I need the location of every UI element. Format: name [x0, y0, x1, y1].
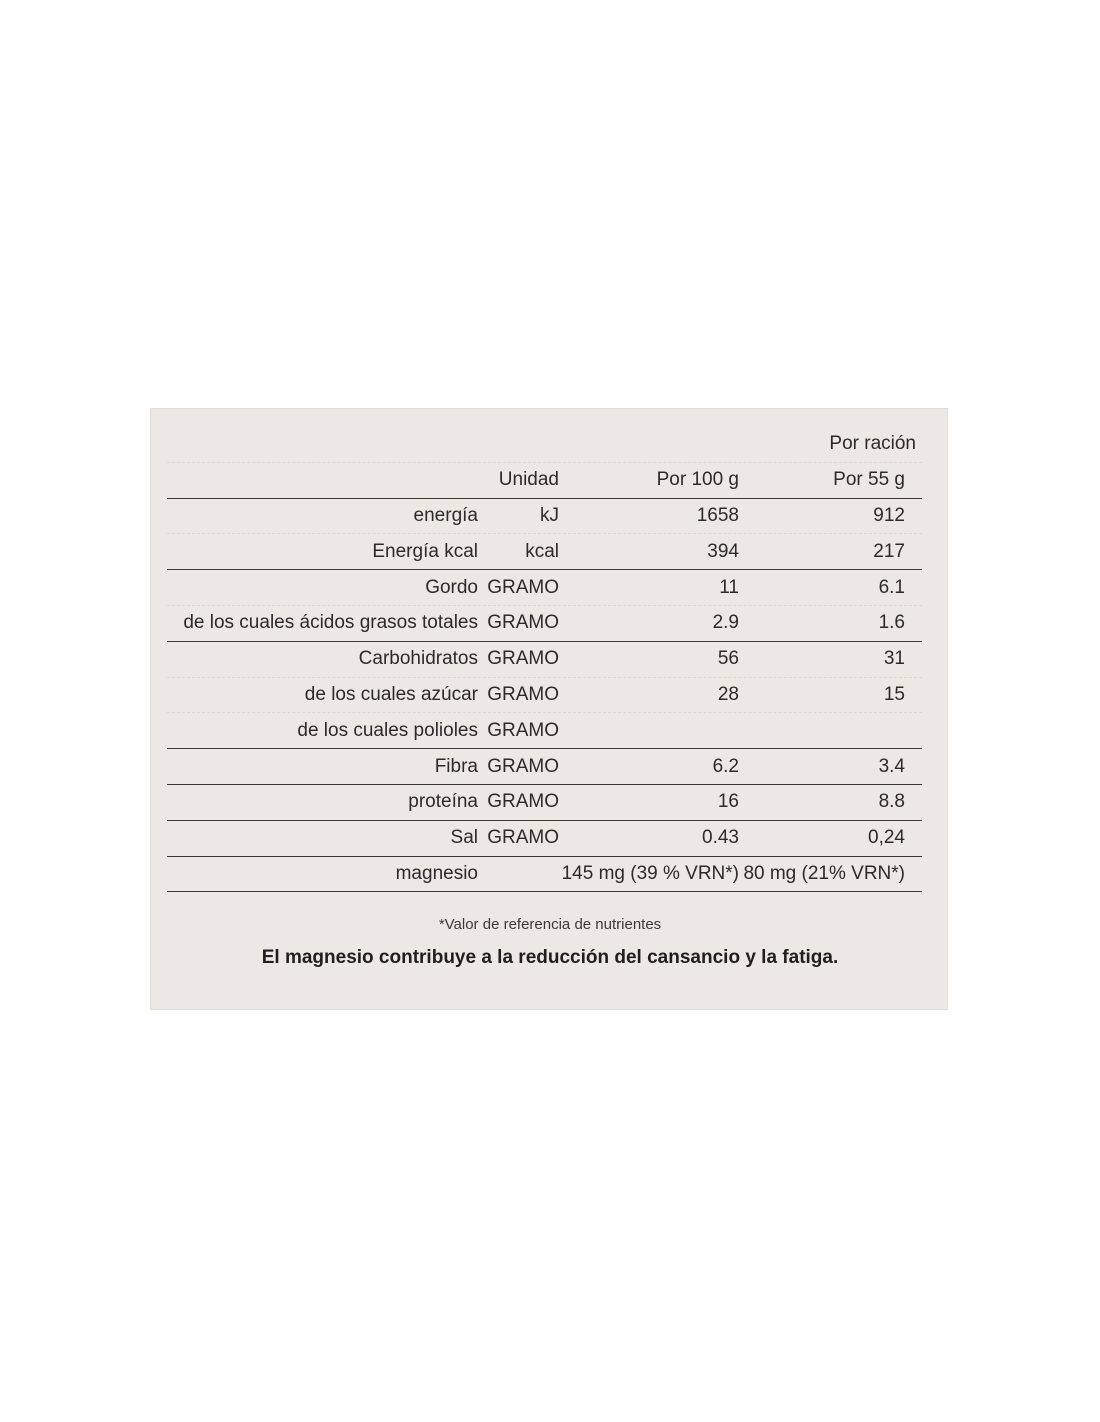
nutrient-unit: GRAMO — [487, 576, 559, 598]
nutrition-table — [167, 427, 922, 892]
table-row — [167, 678, 922, 714]
nutrient-name: Energía kcal — [372, 540, 478, 562]
nutrient-name: Sal — [450, 827, 478, 849]
nutrient-per-100: 11 — [719, 576, 739, 598]
nutrient-per-serving: 1.6 — [878, 612, 905, 634]
nutrient-name: de los cuales ácidos grasos totales — [183, 612, 478, 634]
nutrient-unit: kcal — [525, 540, 559, 562]
nutrient-unit: GRAMO — [487, 683, 559, 705]
nutrient-per-100: 28 — [717, 683, 739, 705]
nutrient-unit: GRAMO — [487, 648, 559, 670]
nutrient-per-serving: 3.4 — [878, 755, 905, 777]
nutrient-per-serving: 15 — [883, 683, 905, 705]
nutrient-unit: GRAMO — [487, 719, 559, 741]
nutrient-per-100: 56 — [717, 648, 739, 670]
header-unit: Unidad — [498, 469, 559, 491]
nutrient-per-100: 16 — [717, 791, 739, 813]
table-row — [167, 606, 922, 642]
nutrient-per-serving: 912 — [873, 504, 905, 526]
nutrient-name: Fibra — [434, 755, 478, 777]
table-row — [167, 749, 922, 785]
table-row — [167, 785, 922, 821]
nutrition-panel — [150, 408, 948, 1010]
nutrient-per-100: 394 — [707, 540, 739, 562]
footnote: *Valor de referencia de nutrientes — [438, 916, 662, 933]
table-row — [167, 821, 922, 857]
nutrient-per-100: 1658 — [696, 504, 739, 526]
nutrient-unit: GRAMO — [487, 755, 559, 777]
nutrient-per-serving: 6.1 — [878, 576, 905, 598]
nutrient-name: magnesio — [395, 862, 478, 884]
nutrient-per-100: 0.43 — [702, 827, 739, 849]
nutrient-name: de los cuales azúcar — [304, 683, 478, 705]
nutrient-per-100: 2.9 — [712, 612, 739, 634]
table-row — [167, 570, 922, 606]
nutrient-per-serving: 80 mg (21% VRN*) — [743, 862, 905, 884]
table-row — [167, 534, 922, 570]
per-serving-group-header: Por ración — [829, 433, 916, 455]
nutrient-per-serving: 217 — [873, 540, 905, 562]
nutrient-per-serving: 8.8 — [878, 791, 905, 813]
header-per-serving: Por 55 g — [833, 469, 905, 491]
table-row — [167, 499, 922, 535]
nutrient-per-100: 6.2 — [712, 755, 739, 777]
nutrient-unit: GRAMO — [487, 612, 559, 634]
nutrient-name: proteína — [408, 791, 478, 813]
table-row — [167, 642, 922, 678]
table-row — [167, 857, 922, 893]
nutrient-name: energía — [413, 504, 478, 526]
table-header-row — [167, 463, 922, 499]
nutrient-per-100: 145 mg (39 % VRN*) — [561, 862, 739, 884]
nutrient-per-serving: 31 — [883, 648, 905, 670]
nutrient-name: de los cuales polioles — [297, 719, 478, 741]
health-claim: El magnesio contribuye a la reducción del cansancio y la fatiga. — [261, 947, 839, 968]
nutrient-unit: GRAMO — [487, 827, 559, 849]
header-per-100: Por 100 g — [656, 469, 739, 491]
nutrient-unit: GRAMO — [487, 791, 559, 813]
nutrient-name: Carbohidratos — [358, 648, 478, 670]
table-row — [167, 713, 922, 749]
table-header-group-row — [167, 427, 922, 463]
nutrient-per-serving: 0,24 — [868, 827, 905, 849]
nutrient-unit: kJ — [540, 504, 559, 526]
nutrient-name: Gordo — [425, 576, 478, 598]
